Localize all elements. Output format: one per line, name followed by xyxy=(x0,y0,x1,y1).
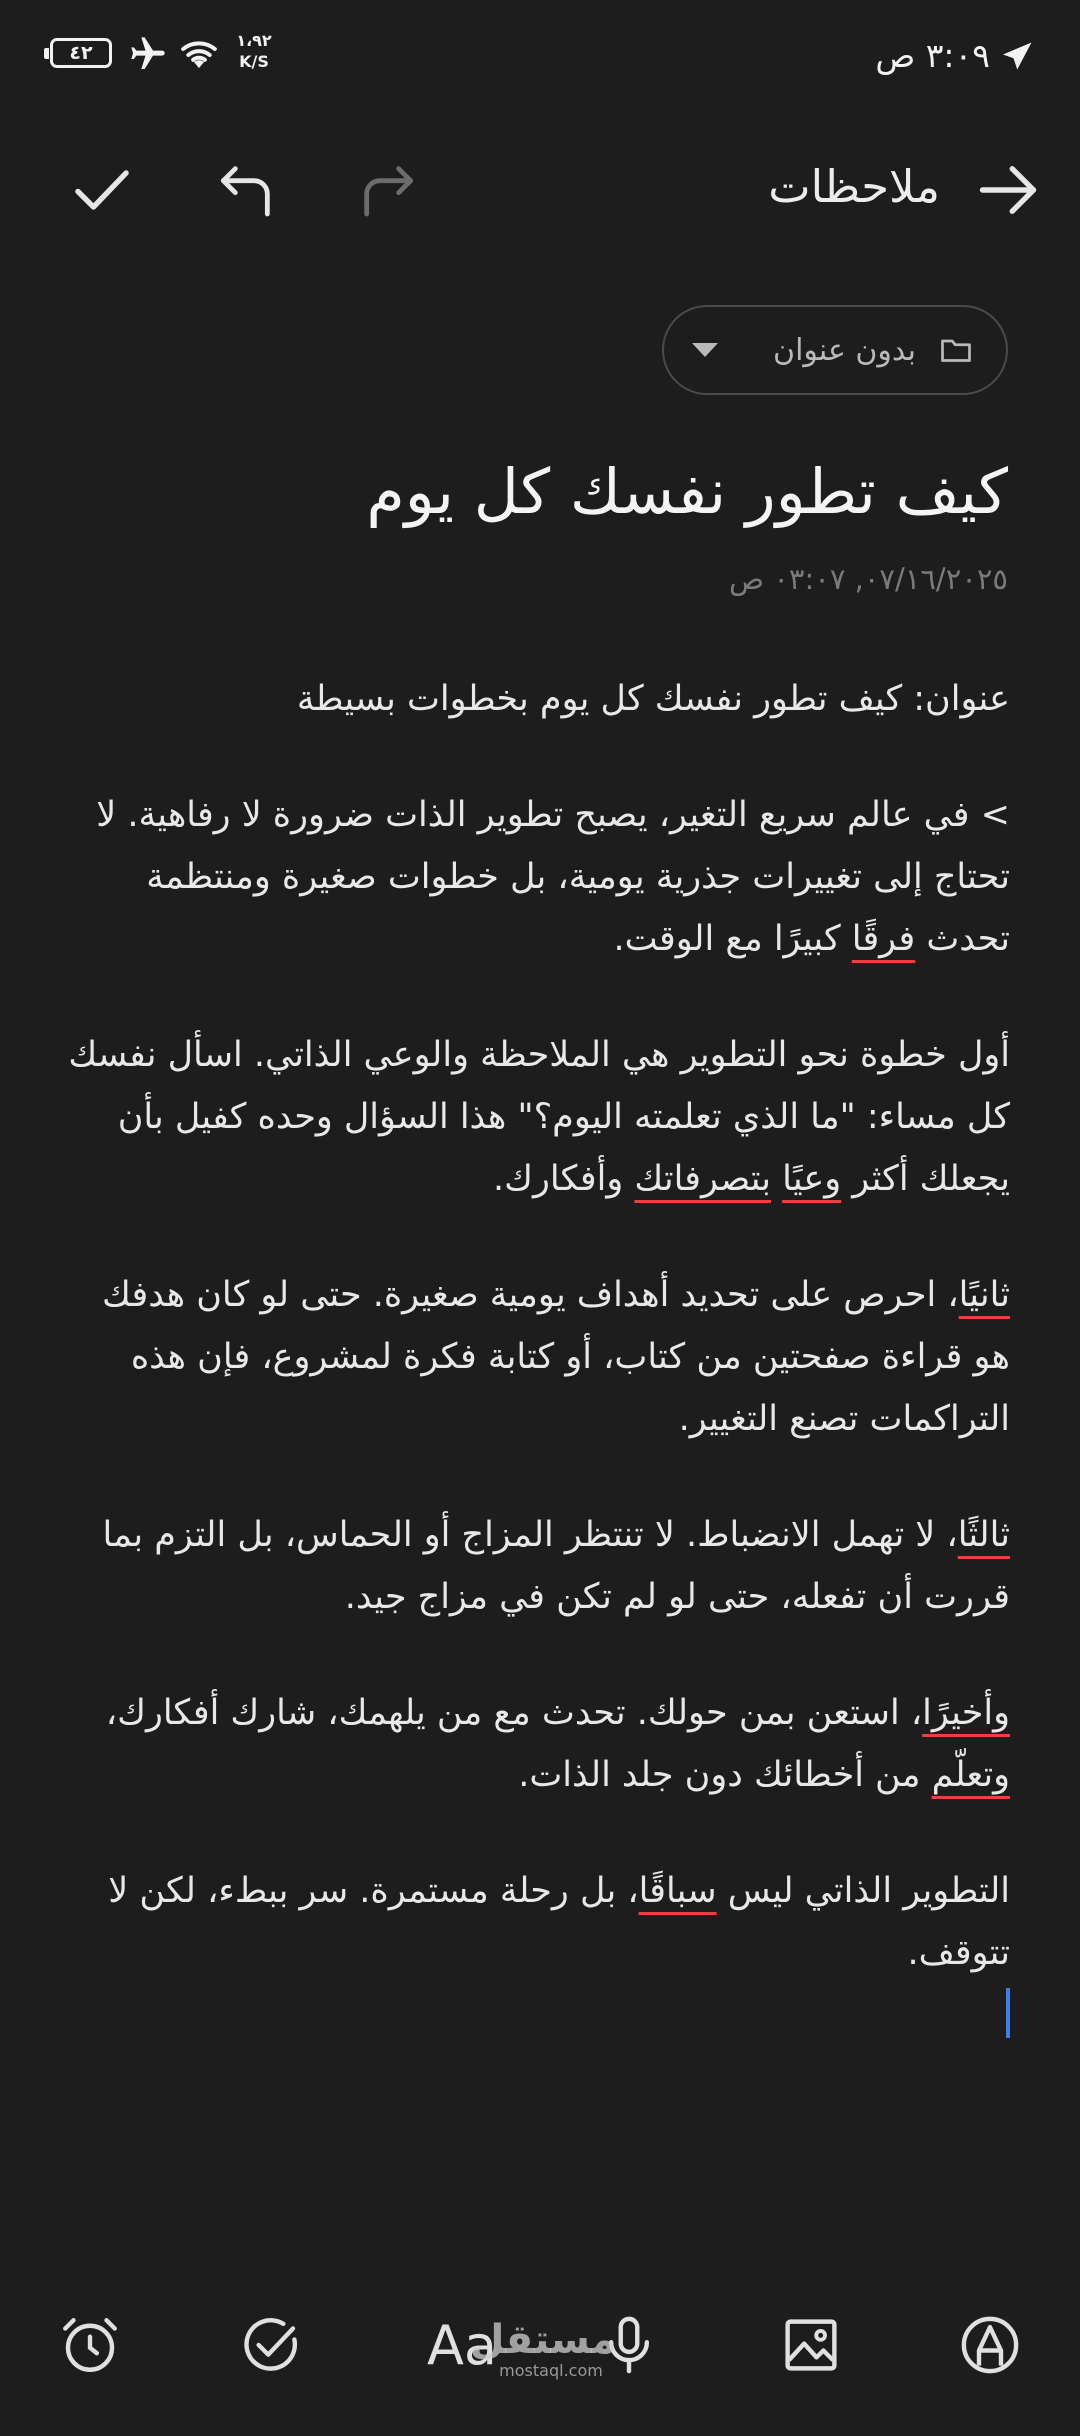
misspelled-word: ثانيًا xyxy=(958,1275,1010,1315)
microphone-icon xyxy=(596,2312,662,2378)
battery-icon xyxy=(50,38,112,68)
status-bar xyxy=(0,0,1080,110)
voice-input-button[interactable] xyxy=(574,2290,684,2400)
battery-level: ٤٢ xyxy=(69,42,93,64)
misspelled-word: فرقًا xyxy=(851,919,916,959)
wifi-icon xyxy=(178,34,220,74)
page-title: ملاحظات xyxy=(768,160,940,213)
arrow-right-icon xyxy=(974,156,1042,224)
note-paragraph: عنوان: كيف تطور نفسك كل يوم بخطوات بسيطة xyxy=(296,679,1010,719)
checklist-button[interactable] xyxy=(216,2290,326,2400)
airplane-mode-icon xyxy=(128,34,168,74)
drawing-button[interactable] xyxy=(935,2290,1045,2400)
text-format-icon: Aa xyxy=(426,2313,498,2377)
watermark-url: mostaql.com xyxy=(499,2361,603,2380)
note-paragraph: وأخيرًا، استعن بمن حولك. تحدث مع من يلهمك، شارك أفكارك، وتعلّم من أخطائك دون جلد الذات. xyxy=(105,1693,1010,1795)
network-speed-value: ١،٩٢ xyxy=(236,31,272,50)
undo-button[interactable] xyxy=(196,140,296,240)
chevron-down-icon xyxy=(692,343,718,357)
folder-icon xyxy=(938,332,974,368)
misspelled-word: وعيًا xyxy=(782,1159,842,1199)
note-toolbar xyxy=(0,140,1080,240)
misspelled-word: سباقًا xyxy=(638,1871,717,1911)
misspelled-word: وتعلّم xyxy=(931,1755,1010,1795)
save-button[interactable] xyxy=(52,140,152,240)
text-cursor xyxy=(1006,1988,1010,2038)
network-speed xyxy=(234,30,274,72)
note-paragraph: التطوير الذاتي ليس سباقًا، بل رحلة مستمرة. سر ببطء، لكن لا تتوقف. xyxy=(108,1871,1010,1973)
note-paragraph: ثالثًا، لا تهمل الانضباط. لا تنتظر المزاج أو الحماس، بل التزم بما قررت أن تفعله، حتى لو لم تكن في مزاج جيد. xyxy=(102,1515,1010,1617)
bottom-toolbar xyxy=(0,2290,1080,2400)
network-speed-unit: K/S xyxy=(239,52,269,71)
category-label: بدون عنوان xyxy=(773,332,916,368)
checkmark-icon xyxy=(68,156,136,224)
redo-button[interactable] xyxy=(338,140,438,240)
watermark-text: مستقل xyxy=(469,2317,616,2363)
misspelled-word: ثالثًا xyxy=(957,1515,1010,1555)
note-paragraph: > في عالم سريع التغير، يصبح تطوير الذات ضرورة لا رفاهية. لا تحتاج إلى تغييرات جذرية يومية، بل خطوات صغيرة ومنتظمة تحدث فرقًا كبيرًا مع الوقت. xyxy=(96,795,1010,959)
back-button[interactable] xyxy=(958,140,1058,240)
redo-icon xyxy=(356,158,420,222)
pen-icon xyxy=(957,2312,1023,2378)
misspelled-word: وأخيرًا xyxy=(922,1693,1010,1733)
status-time: ٣:٠٩ ص xyxy=(875,36,990,75)
insert-image-button[interactable] xyxy=(756,2290,866,2400)
alarm-clock-icon xyxy=(57,2312,123,2378)
check-circle-icon xyxy=(238,2312,304,2378)
undo-icon xyxy=(214,158,278,222)
text-format-button[interactable] xyxy=(402,2290,522,2400)
note-paragraph: أول خطوة نحو التطوير هي الملاحظة والوعي الذاتي. اسأل نفسك كل مساء: "ما الذي تعلمته اليوم؟" هذا السؤال وحده كفيل بأن يجعلك أكثر وعيًا بتصرفاتك وأفكارك. xyxy=(68,1035,1010,1199)
note-paragraph: ثانيًا، احرص على تحديد أهداف يومية صغيرة. حتى لو كان هدفك هو قراءة صفحتين من كتاب، أو كتابة فكرة لمشروع، فإن هذه التراكمات تصنع التغيير. xyxy=(102,1275,1010,1439)
category-dropdown[interactable] xyxy=(662,305,1008,395)
send-icon xyxy=(1000,38,1036,74)
note-title[interactable]: كيف تطور نفسك كل يوم xyxy=(366,455,1008,528)
image-icon xyxy=(778,2312,844,2378)
reminder-button[interactable] xyxy=(35,2290,145,2400)
note-date: ٠٧/١٦/٢٠٢٥, ٠٣:٠٧ ص xyxy=(729,562,1008,596)
note-body[interactable] xyxy=(64,668,1010,2038)
misspelled-word: بتصرفاتك xyxy=(634,1159,772,1199)
